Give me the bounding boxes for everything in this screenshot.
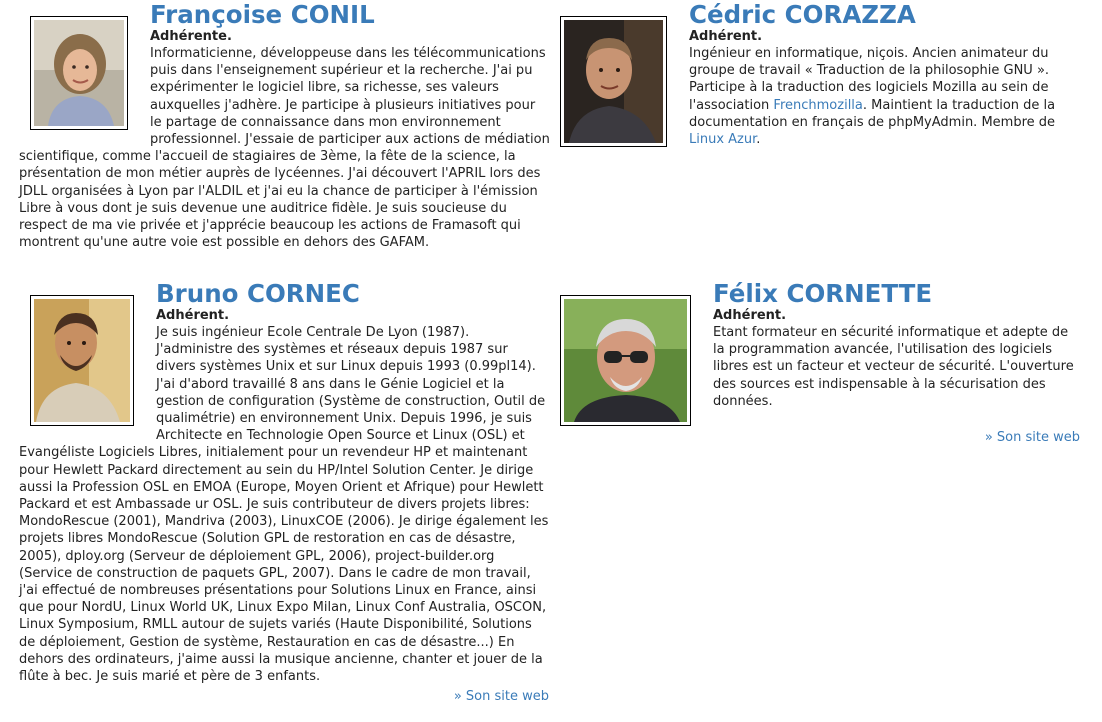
frenchmozilla-link[interactable]: Frenchmozilla — [773, 97, 863, 113]
portrait-man-icon — [564, 20, 663, 143]
member-card-felix-cornette — [560, 279, 1080, 446]
member-photo — [30, 16, 128, 130]
member-role: Adhérent. — [156, 308, 230, 323]
portrait-man-icon — [564, 299, 687, 422]
portrait-man-icon — [34, 299, 130, 422]
member-name: Françoise CONIL — [150, 0, 375, 29]
member-bio: Etant formateur en sécurité informatique et adepte de la programmation avancée, l'utilisation des logiciels libres est un facteur et vecteur de sécurité. L'ouverture des sources est indispensable à la sécurisation des données. — [713, 325, 1074, 409]
member-role: Adhérente. — [150, 29, 232, 44]
member-photo — [560, 295, 691, 426]
linux-azur-link[interactable]: Linux Azur — [689, 132, 757, 148]
portrait-woman-icon — [34, 20, 124, 126]
member-bio: Ingénieur en informatique, niçois. Ancien animateur du groupe de travail « Traduction de la philosophie GNU ». Participe à la traduction des logiciels Mozilla au sein de l'association Frenchmozilla. Maintient la traduction de la documentation en français de phpMyAdmin. Membre de Linux Azur. — [689, 46, 1056, 148]
member-role: Adhérent. — [713, 308, 787, 323]
member-bio: Informaticienne, développeuse dans les télécommunications puis dans l'enseignement supérieur et la recherche. J'ai pu expérimenter le logiciel libre, sa richesse, ses valeurs auxquelles j'adhère. Je participe à plusieurs initiatives pour le partage de connaissance dans mon environnement professionnel. J'essaie de participer aux actions de médiation scientifique, comme l'accueil de stagiaires de 3ème, la fête de la science, la présentation de mon métier auprès de lycéennes. J'ai découvert l'APRIL lors des JDLL organisées à Lyon par l'ALDIL et j'ai eu la chance de participer à l'émission Libre à vous dont je suis devenue une auditrice fidèle. Je suis soucieuse du respect de ma vie privée et j'apprécie beaucoup les actions de Framasoft qui montrent qu'une autre voie est possible en dehors des GAFAM. — [19, 46, 550, 251]
member-card-francoise-conil — [19, 0, 550, 251]
member-photo — [560, 16, 667, 147]
website-link[interactable]: » Son site web — [453, 689, 549, 705]
member-role: Adhérent. — [689, 29, 763, 44]
member-name: Cédric CORAZZA — [689, 0, 916, 29]
member-name: Bruno CORNEC — [156, 279, 360, 308]
member-card-bruno-cornec — [19, 279, 550, 705]
member-photo — [30, 295, 134, 426]
member-bio: Je suis ingénieur Ecole Centrale De Lyon (1987). J'administre des systèmes et réseaux depuis 1987 sur divers systèmes Unix et sur Linux depuis 1993 (0.99pl14). J'ai d'abord travaillé 8 ans dans le Génie Logiciel et la gestion de configuration (Système de construction, Outil de qualimétrie) en environnement Unix. Depuis 1996, je suis Architecte en Technologie Open Source et Linux (OSL) et Evangéliste Logiciels Libres, initialement pour un revendeur HP et maintenant pour Hewlett Packard directement au sein du HP/Intel Solution Center. Je dirige aussi la Profession OSL en EMOA (Europe, Moyen Orient et Afrique) pour Hewlett Packard et est Ambassade ur OSL. Je suis contributeur de divers projets libres: MondoRescue (2001), Mandriva (2003), LinuxCOE (2006). Je dirige également les projets libres MondoRescue (Solution GPL de restoration en cas de désastre, 2005), dploy.org (Serveur de déploiement GPL, 2006), project-builder.org (Service de construction de paquets GPL, 2007). Dans le cadre de mon travail, j'ai effectué de nombreuses présentations pour Solutions Linux en France, ainsi que pour NordU, Linux World UK, Linux Expo Milan, Linux Conf Australia, OSCON, Linux Symposium, RMLL autour de sujets variés (Haute Disponibilité, Solutions de déploiement, Gestion de système, Restauration en cas de désastre...) En dehors des ordinateurs, j'aime aussi la musique ancienne, chanter et jouer de la flûte à bec. Je suis marié et père de 3 enfants. — [19, 325, 549, 685]
website-link[interactable]: » Son site web — [984, 430, 1080, 445]
member-name: Félix CORNETTE — [713, 279, 933, 308]
member-card-cedric-corazza — [560, 0, 1080, 150]
